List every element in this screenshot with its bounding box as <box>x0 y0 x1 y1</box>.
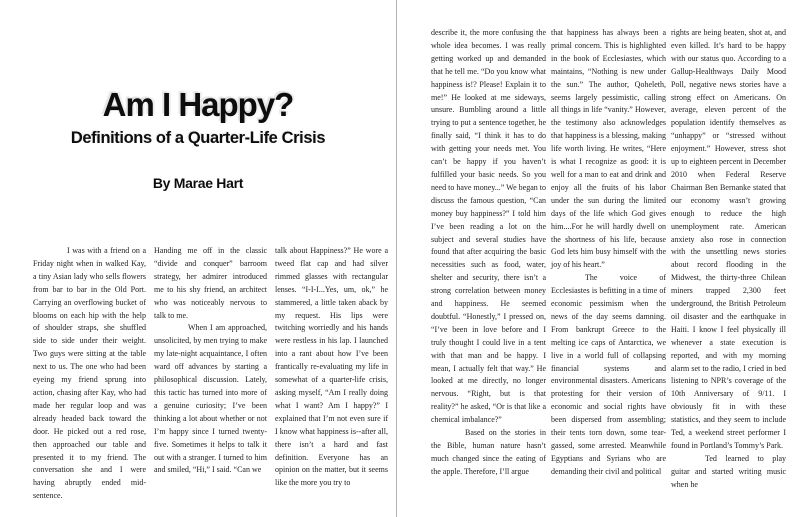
article-title: Am I Happy? <box>102 86 294 123</box>
body-paragraph: that happiness has always been a primal concern. This is highlighted in the book of Ecclesiastes, which maintains, “Nothing is new under the sun.” The author, Qoheleth, seems largely pessimistic, calling all things in life “vanity.” However, the testimony also acknowledges that happiness is a blessing, making life worth living. He writes, “Here is what I recognize as good: it is well for a man to eat and drink and enjoy all the fruits of his labor under the sun during the limited days of the life which God gives him....For he will hardly dwell on the shortness of his life, because God lets him busy himself with the joy of his heart.” <box>551 28 666 270</box>
text-column-5 <box>551 27 666 492</box>
body-paragraph: talk about Happiness?” He wore a tweed flat cap and had silver rimmed glasses with rectangular lenses. “I-I-I...Yes, um, ok,” he stammered, a little taken aback by my request. His lips were twitching worriedly and his hands were restless in his lap. I launched into a rant about how I’ve been frantically re-evaluating my life in somewhat of a quarter-life crisis, asking myself, “Am I really doing what I want? Am I happy?” I explained that I’m not even sure if I know what happiness is--after all, there isn’t a hard and fast definition. Everyone has an opinion on the matter, but it seems like the more you try to <box>275 246 388 488</box>
text-column-3 <box>275 245 388 503</box>
left-page-columns <box>33 245 396 503</box>
article-subtitle: Definitions of a Quarter-Life Crisis <box>70 129 326 147</box>
right-page-columns <box>431 27 786 492</box>
text-column-2 <box>154 245 267 503</box>
body-paragraph: describe it, the more confusing the whole idea becomes. I was really getting worked up and demanded that he tell me. “Do you know what happiness is!? Please! Explain it to me!” He looked at me sideways, unsure. Bumbling around a little trying to put a sentence together, he finally said, “I think it has to do with getting your needs met. You can’t be happy if you haven’t fulfilled your basic needs. So you need to have money...” We began to discuss the famous question, “Can money buy happiness?” I told him I’ve been reading a lot on the subject and several studies have found that after acquiring the basic necessities such as food, water, shelter and security, there isn’t a strong correlation between money and happiness. He seemed doubtful. “Honestly,” I pressed on, “I’ve been in love before and I truly thought I could live in a tent with that man and be happy. I mean, I actually felt that way.” He looked at me directly, no longer nervous. “Right, but is that reality?” he asked, “Or is that like a chemical imbalance?” <box>431 28 546 425</box>
body-paragraph: I was with a friend on a Friday night when in walked Kay, a tiny Asian lady who sells flowers from bar to bar in the Old Port. Carrying an overflowing bucket of blooms on each hip with the help of shoulder straps, she shuffled side to side under their weight. Two guys were sitting at the table next to us. The one who had been eyeing my friend sprung into action, chasing after Kay, who had made her regular loop and was already headed back toward the door. He picked out a red rose, then approached our table and presented it to my friend. The conversation she and I were having abruptly ended mid-sentence. <box>33 246 146 501</box>
body-paragraph: Based on the stories in the Bible, human nature hasn’t much changed since the eating of the apple. Therefore, I’ll argue <box>431 428 546 476</box>
article-byline: By Marae Hart <box>152 175 244 191</box>
title-block <box>0 0 396 245</box>
body-paragraph: Handing me off in the classic “divide and conquer” barroom strategy, her admirer introduced me to his shy friend, an architect who was noticeably nervous to talk to me. <box>154 246 267 320</box>
left-page <box>0 0 396 517</box>
text-column-6 <box>671 27 786 492</box>
right-page <box>397 0 800 517</box>
text-column-1 <box>33 245 146 503</box>
body-paragraph: rights are being beaten, shot at, and even killed. It’s hard to be happy with our status quo. According to a Gallup-Healthways Daily Mood Poll, negative news stories have a strong effect on Americans. On average, eleven percent of the population identify themselves as “unhappy” or “stressed without enjoyment.” However, stress shot up to eighteen percent in December 2010 when Federal Reserve Chairman Ben Bernanke stated that our economy wasn’t growing enough to reduce the high unemployment rate. American anxiety also rose in connection with the unsettling news stories about record flooding in the Midwest, the thirty-three Chilean miners trapped 2,300 feet underground, the British Petroleum oil disaster and the earthquake in Haiti. I know I feel physically ill whenever a state execution is reported, and with my morning alarm set to the radio, I cried in bed listening to NPR’s coverage of the 10th Anniversary of 9/11. I obviously fit in with these statistics, and they seem to include Ted, a weekend street performer I found in Portland’s Tommy’s Park. <box>671 28 786 450</box>
body-paragraph: The voice of Ecclesiastes is befitting in a time of economic pessimism when the news of the day seems damning. From bankrupt Greece to the melting ice caps of Antarctica, we live in a world full of collapsing financial systems and environmental disasters. Americans protesting for their version of economic and social rights have been dispersed from assembling; their tents torn down, some tear-gassed, some arrested. Meanwhile Egyptians and Syrians who are demanding their civil and political <box>551 273 666 476</box>
body-paragraph: When I am approached, unsolicited, by men trying to make my late-night acquaintance, I often ward off advances by starting a philosophical discussion. Lately, this tactic has turned into more of a genuine curiosity; I’ve been thinking a lot about whether or not I’m happy since I turned twenty-five. Sometimes it helps to talk it out with a stranger. I turned to him and smiled, “Hi,” I said. “Can we <box>154 323 267 475</box>
body-paragraph: Ted learned to play guitar and started writing music when he <box>671 453 786 489</box>
text-column-4 <box>431 27 546 492</box>
